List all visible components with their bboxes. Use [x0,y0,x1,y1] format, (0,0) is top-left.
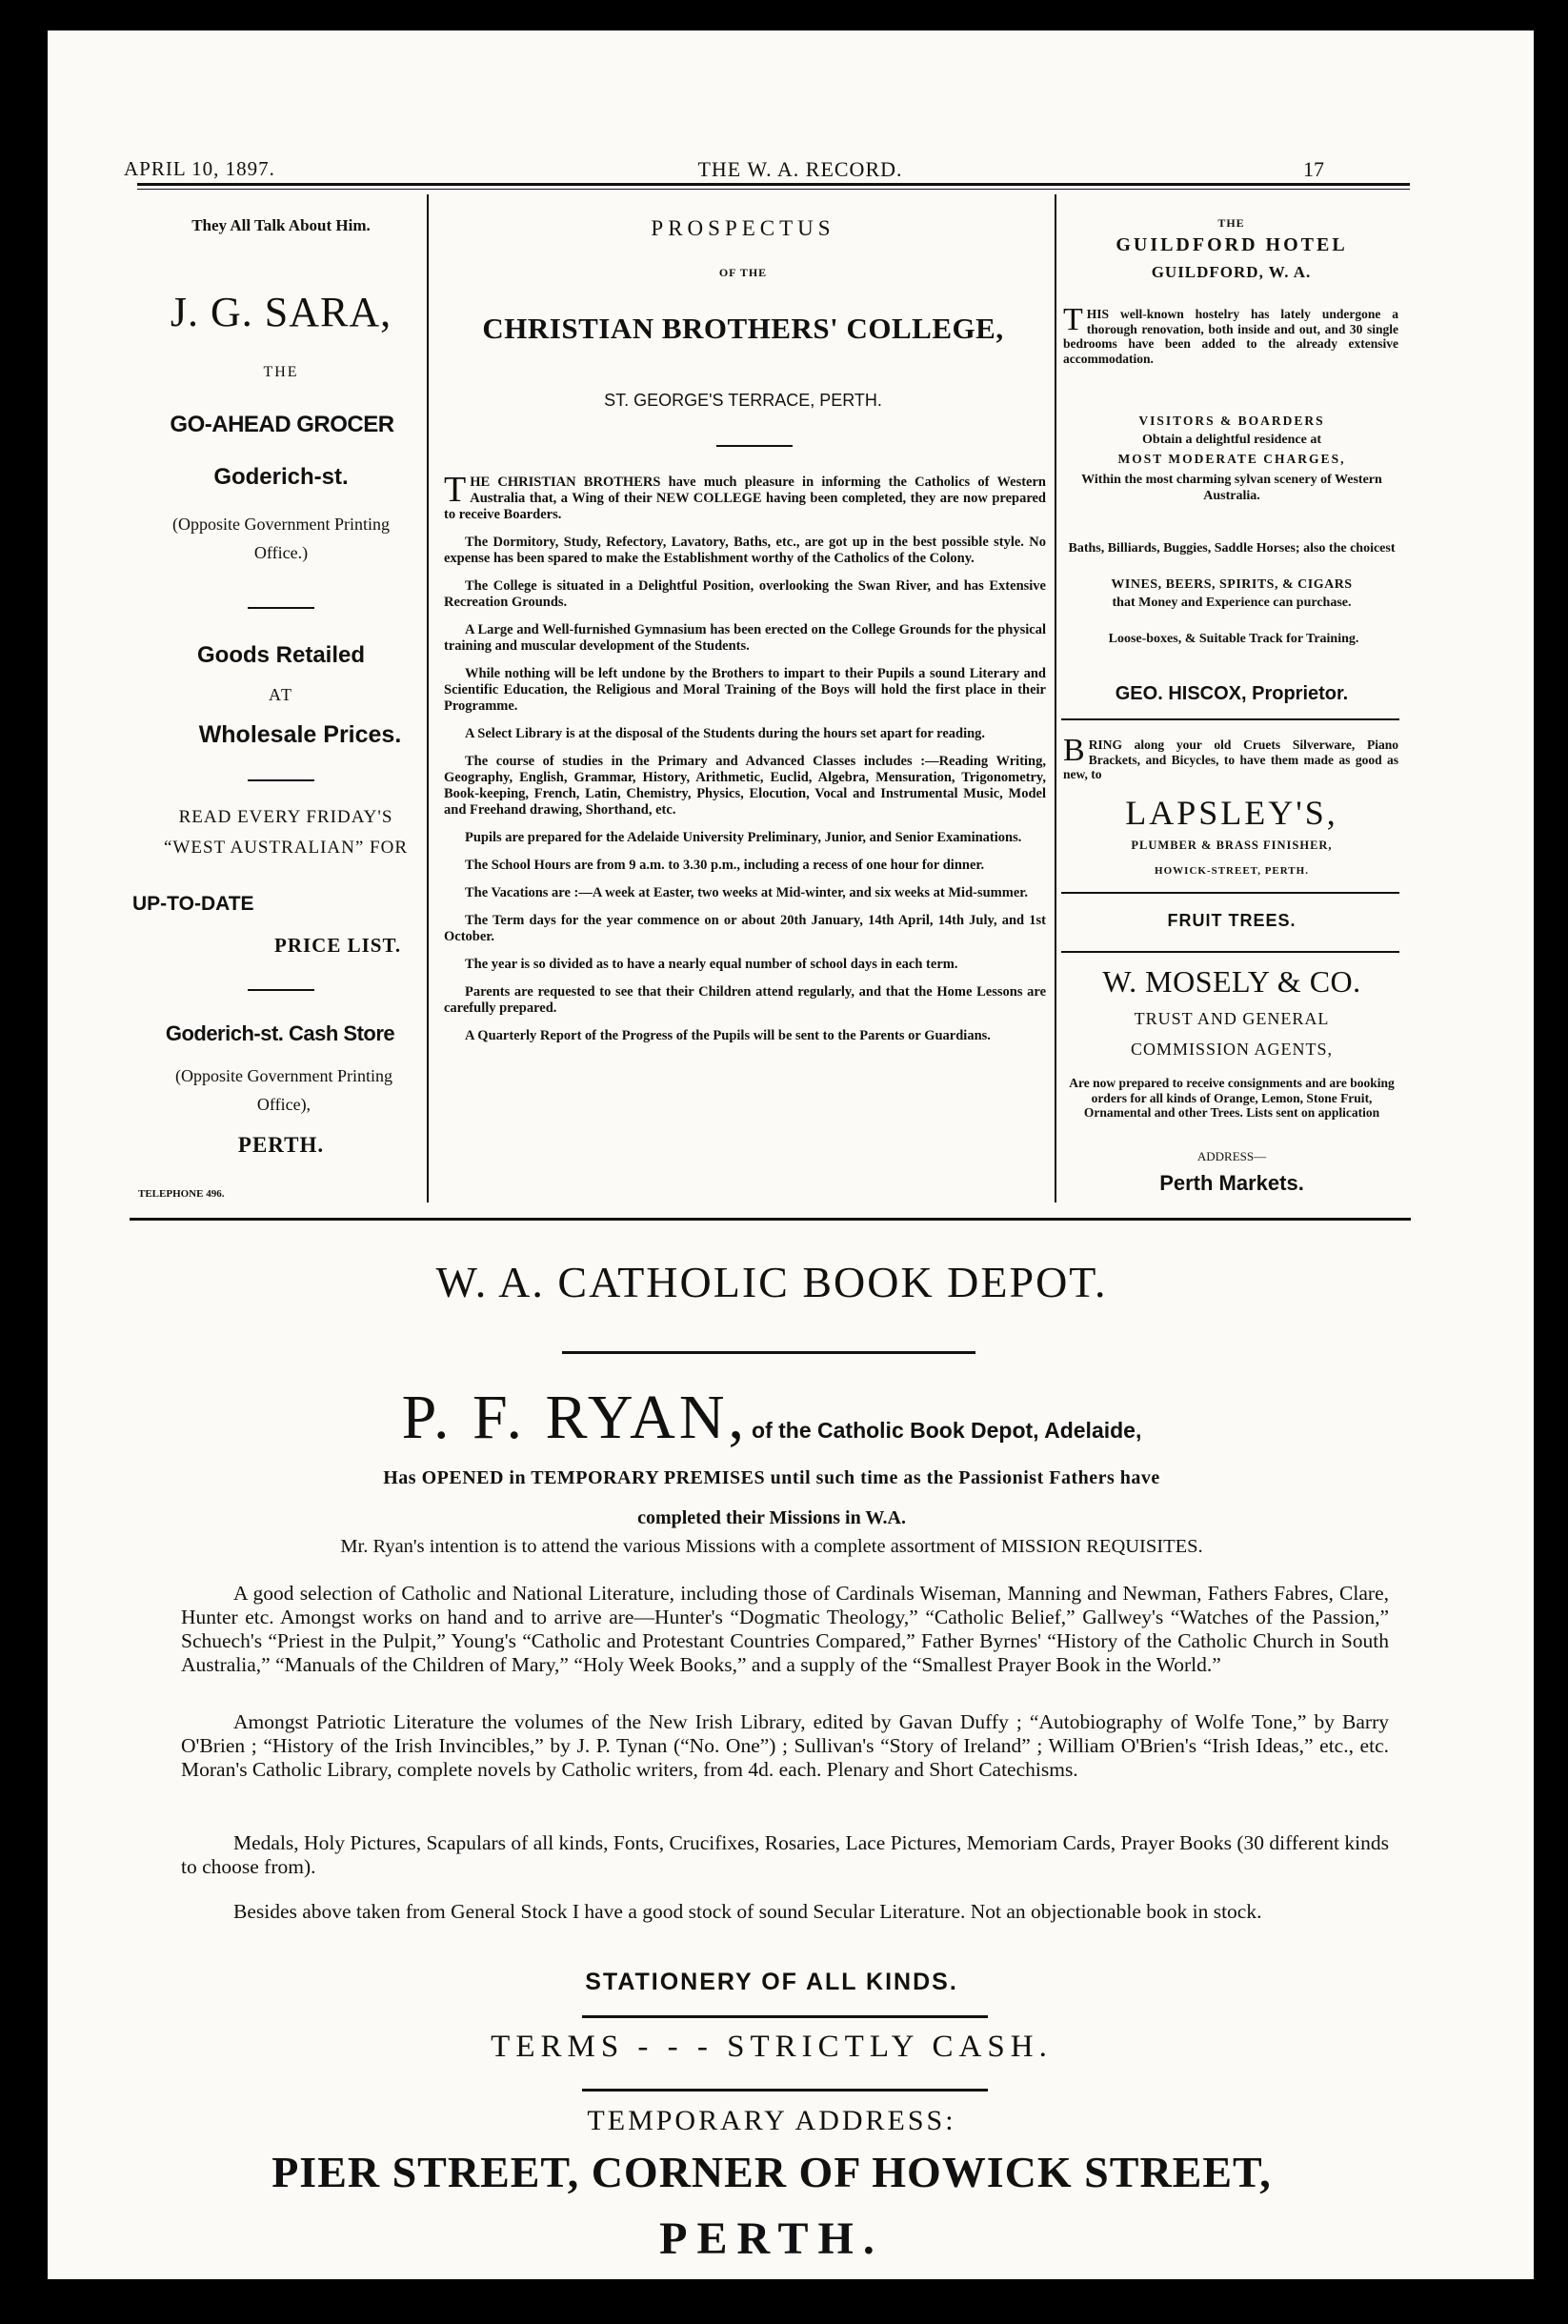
guildford-baths: Baths, Billiards, Buggies, Saddle Horses; also the choicest [1068,541,1396,556]
prospectus-paragraph: Parents are requested to see that their Children attend regularly, and that the Home Lessons are carefully prepared. [444,984,1046,1016]
sara-cash-store: Goderich-st. Cash Store [165,1021,395,1045]
sara-up-to-date: UP-TO-DATE [132,893,254,915]
prospectus-paragraph: While nothing will be left undone by the Brothers to impart to their Pupils a sound Literary and Scientific Education, the Religious and Moral Training of the Boys will hold the first place in their Programme. [444,666,1046,714]
depot-stationery: STATIONERY OF ALL KINDS. [585,1969,958,1995]
guildford-loose-boxes: Loose-boxes, & Suitable Track for Training. [1108,632,1359,646]
right-divider-3 [1061,951,1399,953]
prospectus-body [444,470,1046,1056]
guildford-the: THE [1217,216,1245,230]
header-paper-name: THE W. A. RECORD. [697,157,903,181]
prospectus-paragraph: A Large and Well-furnished Gymnasium has been erected on the College Grounds for the physical training and muscular development of the Students. [444,622,1046,654]
mosely-name: W. MOSELY & CO. [1102,964,1361,999]
prospectus-paragraph: The Term days for the year commence on or about 20th January, 14th April, 14th July, and 1st October. [444,913,1046,944]
sara-street: Goderich-st. [213,464,349,490]
depot-terms: TERMS - - - STRICTLY CASH. [491,2030,1053,2064]
depot-opened-1: Has OPENED in TEMPORARY PREMISES until such time as the Passionist Fathers have [383,1467,1160,1488]
depot-divider-2 [582,2015,988,2018]
newspaper-page [48,30,1534,2279]
header-rule [137,183,1410,186]
sara-name: J. G. SARA, [170,289,392,335]
column-rule-left [427,194,429,1202]
prospectus-paragraph: The year is so divided as to have a nearly equal number of school days in each term. [465,957,958,972]
depot-paragraph-3: Medals, Holy Pictures, Scapulars of all kinds, Fonts, Crucifixes, Rosaries, Lace Pictures, Memoriam Cards, Prayer Books (30 different kinds to choose from). [181,1831,1389,1878]
depot-ryan-line [133,1382,1410,1454]
lapsley-dropcap: B [1063,733,1085,768]
prospectus-paragraph: Pupils are prepared for the Adelaide University Preliminary, Junior, and Senior Examinations. [465,830,1022,845]
mosely-fruit-trees: FRUIT TREES. [1167,911,1297,930]
sara-goods-retailed: Goods Retailed [196,642,366,668]
depot-divider-3 [582,2089,988,2092]
lapsley-trade: PLUMBER & BRASS FINISHER, [1131,839,1333,852]
prospectus-paragraph: A Quarterly Report of the Progress of the Pupils will be sent to the Parents or Guardians. [465,1028,991,1043]
sara-wholesale-prices: Wholesale Prices. [198,721,402,748]
guildford-place: GUILDFORD, W. A. [1151,263,1312,281]
guildford-within: Within the most charming sylvan scenery of Western Australia. [1081,473,1382,503]
mosely-address-label: ADDRESS— [1196,1149,1267,1163]
depot-ryan-name: P. F. RYAN, [401,1383,749,1452]
sara-read-1: READ EVERY FRIDAY'S [178,807,393,827]
guildford-visitors: VISITORS & BOARDERS [1138,414,1325,428]
depot-paragraph-4: Besides above taken from General Stock I have a good stock of sound Secular Literature. Not an objectionable book in stock. [233,1900,1262,1923]
sara-divider-2 [248,779,314,781]
sara-tagline: They All Talk About Him. [191,216,371,234]
depot-pier-street: PIER STREET, CORNER OF HOWICK STREET, [271,2148,1272,2196]
sara-perth: PERTH. [237,1133,325,1157]
prospectus-paragraph: The College is situated in a Delightful Position, overlooking the Swan River, and has Extensive Recreation Grounds. [444,578,1046,610]
prospectus-paragraph: The Dormitory, Study, Refectory, Lavatory, Baths, etc., are got up in the best possible style. No expense has been spared to make the Establishment worthy of the Catholics of the Colony. [444,535,1046,566]
sara-telephone: TELEPHONE 496. [138,1188,225,1200]
depot-ryan-tail: of the Catholic Book Depot, Adelaide, [752,1418,1142,1443]
prospectus-paragraph: A Select Library is at the disposal of the Students during the hours set apart for reading. [465,726,986,741]
lapsley-address: HOWICK-STREET, PERTH. [1155,865,1309,877]
guildford-wines: WINES, BEERS, SPIRITS, & CIGARS [1111,577,1353,592]
depot-temporary-address: TEMPORARY ADDRESS: [587,2105,956,2136]
depot-title: W. A. CATHOLIC BOOK DEPOT. [435,1258,1108,1306]
guildford-hotel-name: GUILDFORD HOTEL [1116,234,1348,255]
guildford-obtain: Obtain a delightful residence at [1142,433,1321,447]
sara-opposite-1: (Opposite Government Printing Office.) [172,515,390,562]
depot-paragraph-2: Amongst Patriotic Literature the volumes of the New Irish Library, edited by Gavan Duffy ; “Autobiography of Wolfe Tone,” by Barry O'Brien ; “History of the Irish Invincibles,” by J. P. Tynan (“No. One”) ; Sullivan's “Story of Ireland” ; William O'Brien's “Irish Ideas,” etc., etc. Moran's Catholic Library, complete novels by Catholic writers, from 4d. each. Plenary and Short Catechisms. [181,1710,1389,1781]
guildford-proprietor: GEO. HISCOX, Proprietor. [1115,683,1349,704]
sara-price-list: PRICE LIST. [274,934,402,957]
sara-divider-3 [248,989,314,991]
sara-at: AT [269,685,293,704]
header-rule-thin [137,189,1410,190]
depot-divider-1 [562,1351,975,1354]
depot-intention: Mr. Ryan's intention is to attend the various Missions with a complete assortment of MISSION REQUISITES. [340,1536,1203,1557]
prospectus-paragraph: The School Hours are from 9 a.m. to 3.30 p.m., including a recess of one hour for dinner. [465,858,985,873]
mosely-markets: Perth Markets. [1159,1171,1304,1195]
prospectus-paragraph: The Vacations are :—A week at Easter, two weeks at Mid-winter, and six weeks at Mid-summer. [465,885,1028,900]
sara-divider-1 [248,607,314,609]
sara-the: THE [263,364,299,380]
header-page-number: 17 [1303,157,1324,181]
guildford-dropcap: T [1063,302,1083,337]
right-divider-1 [1061,718,1399,720]
lapsley-name: LAPSLEY'S, [1125,794,1338,832]
header-date: APRIL 10, 1897. [124,157,275,180]
prospectus-college-name: CHRISTIAN BROTHERS' COLLEGE, [482,312,1004,345]
prospectus-paragraph: The course of studies in the Primary and Advanced Classes includes :—Reading Writing, Geography, English, Grammar, History, Arithmetic, Euclid, Algebra, Mensuration, Trigonometry, Book-keeping, French, Latin, Chemistry, Physics, Elocution, Vocal and Instrumental Music, Model and Freehand drawing, Shorthand, etc. [444,754,1046,818]
sara-role: GO-AHEAD GROCER [170,412,394,437]
depot-perth: PERTH. [659,2213,884,2264]
sara-read-2: “WEST AUSTRALIAN” FOR [163,838,409,858]
prospectus-divider [716,445,793,447]
mosely-trust: TRUST AND GENERAL [1134,1009,1330,1028]
depot-opened-2: completed their Missions in W.A. [637,1507,906,1528]
mosely-text: Are now prepared to receive consignments and are booking orders for all kinds of Orange, Lemon, Stone Fruit, Ornamental and other Trees. Lists sent on application [1069,1076,1395,1120]
section-rule [130,1218,1411,1221]
guildford-intro: THIS well-known hostelry has lately undergone a thorough renovation, both inside and out, and 30 single bedrooms have been added to the already extensive accommodation. [1063,302,1398,366]
prospectus-paragraph: THE CHRISTIAN BROTHERS have much pleasure in informing the Catholics of Western Australia that, a Wing of their NEW COLLEGE having been completed, they are now prepared to receive Boarders. [444,470,1046,522]
prospectus-dropcap: T [444,470,467,510]
column-rule-right [1055,194,1056,1202]
lapsley-intro: BRING along your old Cruets Silverware, Piano Brackets, and Bicycles, to have them made as good as new, to [1063,733,1398,781]
guildford-money: that Money and Experience can purchase. [1112,596,1352,610]
right-divider-2 [1061,892,1399,894]
prospectus-address: ST. GEORGE'S TERRACE, PERTH. [604,391,882,410]
prospectus-heading: PROSPECTUS [651,216,835,240]
prospectus-of-the: OF THE [718,266,768,279]
guildford-moderate: MOST MODERATE CHARGES, [1117,452,1346,466]
sara-opposite-2: (Opposite Government Printing Office), [175,1066,392,1114]
depot-paragraph-1: A good selection of Catholic and National Literature, including those of Cardinals Wiseman, Manning and Newman, Fathers Fabres, Clare, Hunter etc. Amongst works on hand and to arrive are—Hunter's “Dogmatic Theology,” “Catholic Belief,” Gallwey's “Watches of the Passion,” Schuech's “Priest in the Pulpit,” Young's “Catholic and Protestant Countries Compared,” Father Byrnes' “History of the Catholic Church in South Australia,” “Manuals of the Children of Mary,” “Holy Week Books,” and a supply of the “Smallest Prayer Book in the World.” [181,1582,1389,1676]
mosely-commission: COMMISSION AGENTS, [1130,1040,1334,1059]
